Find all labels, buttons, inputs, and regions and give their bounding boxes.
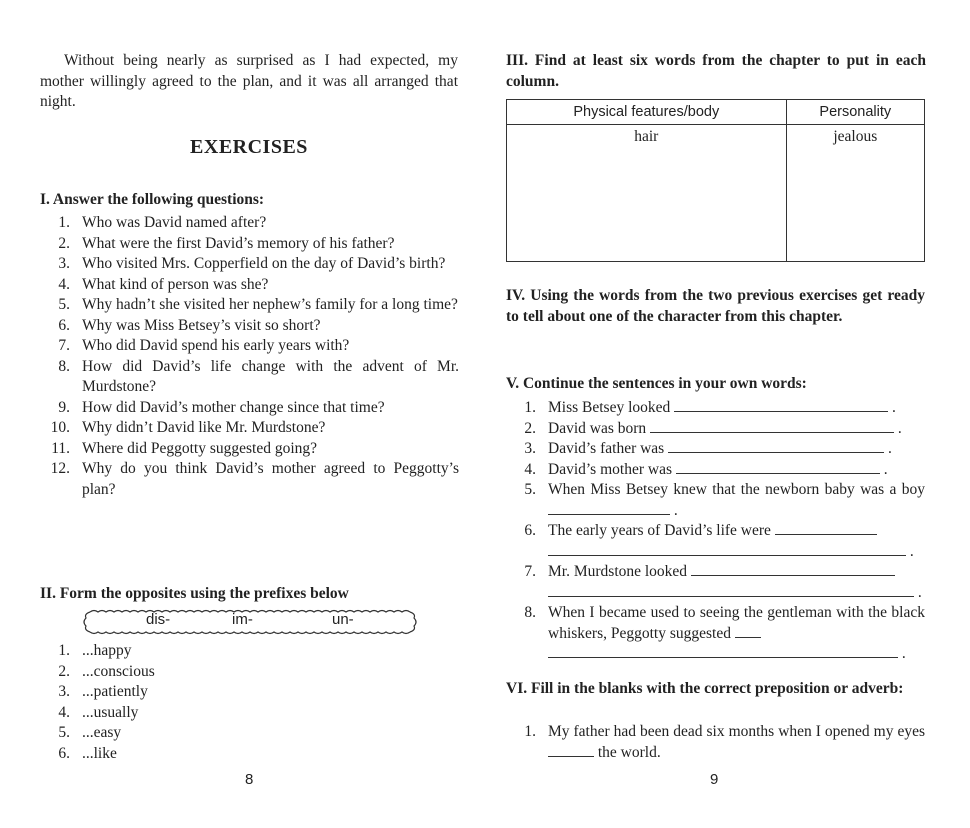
intro-paragraph [40, 51, 458, 113]
question-item: 8. How did David’s life change with the advent of Mr. Murdstone? [58, 357, 459, 395]
column-header-personality: Personality [786, 100, 924, 125]
page-number-right: 9 [710, 771, 719, 788]
answer-blank[interactable] [548, 501, 670, 515]
section-6-heading: VI. Fill in the blanks with the correct preposition or adverb: [506, 680, 904, 697]
page-number-left: 8 [245, 771, 254, 788]
section-5-sentence-list [506, 398, 925, 665]
word-item: 6. ...like [58, 744, 117, 762]
word-item: 1. ...happy [58, 642, 132, 659]
question-item: 6. Why was Miss Betsey’s visit so short? [58, 316, 321, 334]
prefix-un: un- [332, 611, 354, 628]
question-item: 12. Why do you think David’s mother agreed to Peggotty’s plan? [50, 460, 459, 498]
question-item: 3. Who visited Mrs. Copperfield on the day of David’s birth? [58, 255, 446, 272]
fill-blank-item: 1. My father had been dead six months when I opened my eyes the world. [524, 723, 925, 761]
section-1-question-list [40, 213, 459, 500]
sentence-item: 6. The early years of David’s life were . [524, 522, 914, 560]
section-2-word-list [40, 641, 340, 764]
section-4-heading: IV. Using the words from the two previous exercises get ready to tell about one of the character from this chapter. [506, 287, 925, 325]
word-item: 5. ...easy [58, 724, 122, 741]
section-3-heading: III. Find at least six words from the chapter to put in each column. [506, 52, 926, 90]
prefix-cloud-box [82, 609, 418, 635]
question-item: 7. Who did David spend his early years with? [58, 337, 350, 354]
sentence-item: 1. Miss Betsey looked . [524, 399, 896, 416]
sentence-item: 4. David’s mother was . [524, 460, 888, 478]
column-header-physical: Physical features/body [507, 100, 787, 125]
prefix-dis: dis- [146, 611, 171, 628]
section-5-heading: V. Continue the sentences in your own words: [506, 375, 807, 392]
intro-text: Without being nearly as surprised as I had expected, my mother willingly agreed to the plan, and it was all arranged that night. [40, 52, 458, 110]
answer-blank[interactable] [548, 542, 906, 556]
question-item: 4. What kind of person was she? [58, 275, 269, 293]
answer-blank[interactable] [548, 583, 914, 597]
answer-blank[interactable] [674, 398, 888, 412]
prefix-im: im- [232, 611, 253, 628]
question-item: 11. Where did Peggotty suggested going? [51, 439, 318, 457]
exercises-title: EXERCISES [190, 136, 308, 158]
question-item: 2. What were the first David’s memory of his father? [58, 234, 395, 252]
answer-blank[interactable] [735, 624, 761, 638]
sentence-item: 8. When I became used to seeing the gentleman with the black whiskers, Peggotty suggested . [524, 604, 925, 662]
question-item: 5. Why hadn’t she visited her nephew’s family for a long time? [58, 296, 458, 313]
answer-blank[interactable] [775, 521, 877, 535]
word-item: 2. ...conscious [58, 662, 155, 680]
sentence-item: 3. David’s father was . [524, 440, 892, 457]
answer-blank[interactable] [548, 743, 594, 757]
sentence-item: 5. When Miss Betsey knew that the newborn baby was a boy . [524, 481, 925, 519]
question-item: 1. Who was David named after? [58, 214, 267, 231]
word-item: 4. ...usually [58, 703, 139, 721]
answer-blank[interactable] [650, 419, 894, 433]
answer-blank[interactable] [691, 562, 895, 576]
vocabulary-table [506, 99, 925, 262]
sentence-item: 2. David was born . [524, 419, 902, 437]
section-1-heading: I. Answer the following questions: [40, 191, 265, 208]
word-item: 3. ...patiently [58, 683, 148, 700]
sentence-item: 7. Mr. Murdstone looked . [524, 563, 922, 601]
right-page [485, 0, 970, 828]
section-6-list [506, 722, 925, 763]
question-item: 10. Why didn’t David like Mr. Murdstone? [50, 419, 326, 436]
answer-blank[interactable] [676, 460, 880, 474]
answer-blank[interactable] [668, 439, 884, 453]
section-2-heading: II. Form the opposites using the prefixes below [40, 585, 349, 602]
question-item: 9. How did David’s mother change since that time? [58, 398, 385, 416]
answer-blank[interactable] [548, 644, 898, 658]
personality-column-cell: jealous [786, 125, 924, 262]
physical-column-cell: hair [507, 125, 787, 262]
